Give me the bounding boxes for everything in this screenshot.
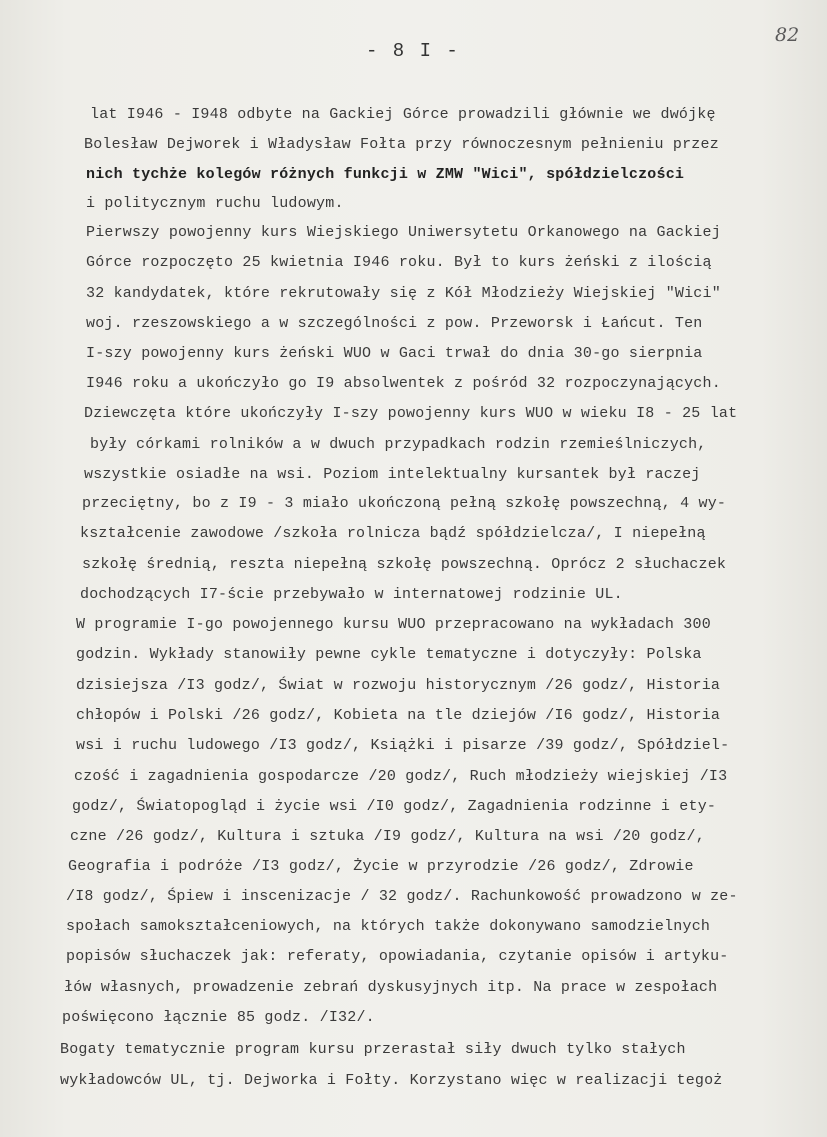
text-line: /I8 godz/, Śpiew i inscenizacje / 32 godz/. Rachunkowość prowadzono w ze- (66, 888, 738, 905)
text-line: W programie I-go powojennego kursu WUO przepracowano na wykładach 300 (76, 616, 711, 633)
text-line: kształcenie zawodowe /szkoła rolnicza bądź spółdzielcza/, I niepełną (80, 525, 706, 542)
text-line: I-szy powojenny kurs żeński WUO w Gaci trwał do dnia 30-go sierpnia (86, 345, 703, 362)
handwritten-page-number: 82 (775, 24, 800, 46)
text-line: chłopów i Polski /26 godz/, Kobieta na tle dziejów /I6 godz/, Historia (76, 707, 721, 724)
text-line: nich tychże kolegów różnych funkcji w ZMW "Wici", spółdzielczości (86, 166, 685, 183)
text-line: społach samokształceniowych, na których także dokonywano samodzielnych (66, 918, 711, 935)
text-line: Dziewczęta które ukończyły I-szy powojenny kurs WUO w wieku I8 - 25 lat (84, 405, 738, 422)
text-line: dzisiejsza /I3 godz/, Świat w rozwoju historycznym /26 godz/, Historia (76, 677, 721, 694)
text-line: Bogaty tematycznie program kursu przerastał siły dwuch tylko stałych (60, 1041, 686, 1058)
text-line: godz/, Światopogląd i życie wsi /I0 godz/, Zagadnienia rodzinne i ety- (72, 798, 717, 815)
text-line: dochodzących I7-ście przebywało w internatowej rodzinie UL. (80, 586, 623, 603)
text-line: wszystkie osiadłe na wsi. Poziom intelektualny kursantek był raczej (84, 466, 701, 483)
text-line: I946 roku a ukończyło go I9 absolwentek z pośród 32 rozpoczynających. (86, 375, 721, 392)
text-line: były córkami rolników a w dwuch przypadkach rodzin rzemieślniczych, (90, 436, 707, 453)
text-line: popisów słuchaczek jak: referaty, opowiadania, czytanie opisów i artyku- (66, 948, 729, 965)
text-line: łów własnych, prowadzenie zebrań dyskusyjnych itp. Na prace w zespołach (64, 979, 718, 996)
text-line: czne /26 godz/, Kultura i sztuka /I9 godz/, Kultura na wsi /20 godz/, (70, 828, 705, 845)
text-line: Górce rozpoczęto 25 kwietnia I946 roku. Był to kurs żeński z ilością (86, 254, 712, 271)
text-line: 32 kandydatek, które rekrutowały się z Kół Młodzieży Wiejskiej "Wici" (86, 285, 721, 302)
text-line: poświęcono łącznie 85 godz. /I32/. (62, 1009, 375, 1026)
text-line: Geografia i podróże /I3 godz/, Życie w przyrodzie /26 godz/, Zdrowie (68, 858, 694, 875)
page-number: - 8 I - (366, 40, 460, 62)
text-line: woj. rzeszowskiego a w szczególności z pow. Przeworsk i Łańcut. Ten (86, 315, 703, 332)
text-line: Bolesław Dejworek i Władysław Fołta przy równoczesnym pełnieniu przez (84, 136, 719, 153)
text-line: wykładowców UL, tj. Dejworka i Fołty. Korzystano więc w realizacji tegoż (60, 1072, 723, 1089)
text-line: i politycznym ruchu ludowym. (86, 195, 344, 212)
text-line: czość i zagadnienia gospodarcze /20 godz/, Ruch młodzieży wiejskiej /I3 (74, 768, 728, 785)
text-line: szkołę średnią, reszta niepełną szkołę powszechną. Oprócz 2 słuchaczek (82, 556, 727, 573)
text-line: wsi i ruchu ludowego /I3 godz/, Książki i pisarze /39 godz/, Spółdziel- (76, 737, 730, 754)
text-line: przeciętny, bo z I9 - 3 miało ukończoną pełną szkołę powszechną, 4 wy- (82, 495, 727, 512)
text-line: lat I946 - I948 odbyte na Gackiej Górce prowadzili głównie we dwójkę (90, 106, 716, 123)
text-line: Pierwszy powojenny kurs Wiejskiego Uniwersytetu Orkanowego na Gackiej (86, 224, 721, 241)
text-line: godzin. Wykłady stanowiły pewne cykle tematyczne i dotyczyły: Polska (76, 646, 702, 663)
